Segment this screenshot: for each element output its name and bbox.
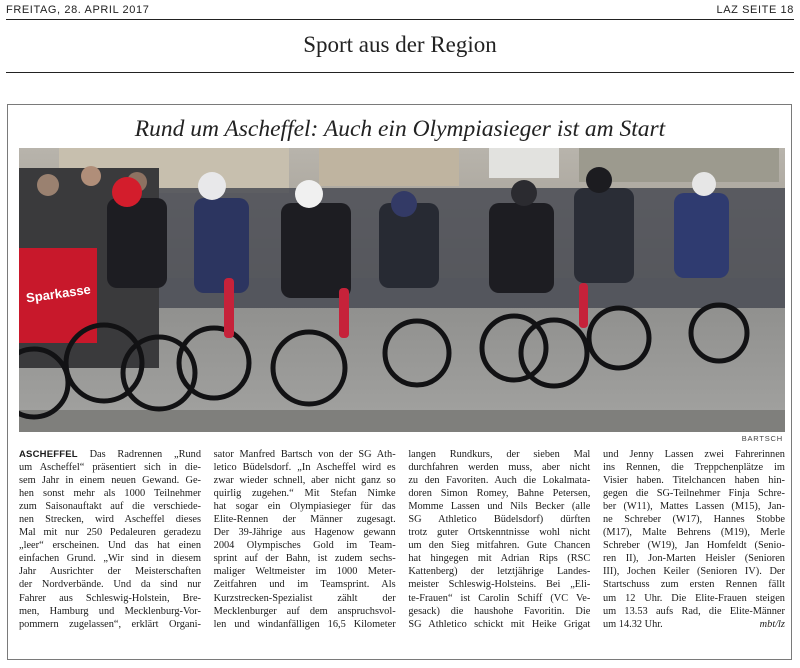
text-line: len und windanfälligen 16,5 Kilometer (213, 618, 396, 630)
banner-label: Sparkasse (25, 281, 92, 306)
text-line: durchfahren werden muss, aber nicht (408, 462, 591, 474)
text-line: Elite-Rennen der Männer zugesagt. (213, 514, 396, 526)
text-line: Kurzstrecken-Spezialist zählt der (213, 592, 396, 604)
text-line: ins Rennen, die Treppchenplätze im (602, 462, 785, 474)
text-line: ren II), Jon-Marten Heisler (Senioren (602, 553, 785, 565)
article-body (19, 448, 785, 658)
text-line: Mal mit nur 250 Pedaleuren geradezu (19, 527, 201, 539)
text-line: zum Saisonauftakt auf die verschiede- (19, 501, 201, 513)
text-line: te-Frauen“ ist Carolin Schiff (VC Ve- (408, 592, 591, 604)
page-header (6, 3, 794, 20)
text-line: Jahr Ausrichter der Meisterschaften (19, 566, 201, 578)
author-signoff: mbt/lz (759, 618, 785, 630)
text-line: und Jenny Lassen zwei Fahrerinnen (602, 449, 785, 460)
text-line: ber (W11), Mattes Lassen (M15), Jan- (602, 501, 785, 513)
text-line: der Nordverbände. Und da sind nur (19, 579, 201, 591)
text-line: doren Simon Romey, Bahne Petersen, (408, 488, 591, 500)
text-line: nen Strecken, wird Ascheffel dieses (19, 514, 201, 526)
text-line: gesack) die haushohe Favoritin. Die (408, 605, 591, 617)
text-line: letico Büdelsdorf. „In Ascheffel wird es (213, 462, 396, 474)
text-line: sator Manfred Bartsch von der SG Ath- (213, 449, 396, 460)
article-column-3 (408, 448, 590, 658)
text-line: Mecklenburger auf dem anspruchsvol- (213, 605, 396, 617)
section-divider (6, 72, 794, 73)
race-photo (19, 148, 785, 432)
article-column-1 (19, 448, 201, 658)
article-column-4 (603, 448, 785, 658)
text-line: SG Athletico schickt mit Heike Grigat (408, 618, 591, 630)
text-line: um 13.53 aufs Rad, die Elite-Männer (602, 605, 785, 617)
text-line: Der 39-Jährige aus Hagenow gewann (213, 527, 396, 539)
issue-date: FREITAG, 28. APRIL 2017 (6, 4, 150, 16)
text-line: zu den Favoriten. Auch die Lokalmata- (408, 475, 591, 487)
article-headline: Rund um Ascheffel: Auch ein Olympiasieger ist am Start (134, 116, 666, 142)
text-line: Startschuss zum ersten Rennen fällt (602, 579, 785, 591)
text-line: hat hingegen mit Adrian Rips (RSC (408, 553, 591, 565)
article-column-2 (214, 448, 396, 658)
text-line: um 14.32 Uhr. (602, 618, 663, 630)
text-line: Fahrer aus Schleswig-Holstein, Bre- (19, 592, 201, 604)
text-line: Zeitfahren und im Teamsprint. Als (213, 579, 396, 591)
text-line: Das Radrennen „Rund (89, 449, 201, 460)
text-line: SG Athletico Büdelsdorf) dürften (408, 514, 591, 526)
text-line: hen sonst mehr als 1000 Teilnehmer (19, 488, 201, 500)
page-number: LAZ SEITE 18 (716, 4, 794, 16)
text-line: 2004 Olympisches Gold im Team- (213, 540, 396, 552)
text-line: Visier haben. Titelchancen haben hin- (602, 475, 785, 487)
text-line: meister Schleswig-Holsteins. Bei „Eli- (408, 579, 591, 591)
text-line: sem Jahr in einem neuen Gewand. Ge- (19, 475, 201, 487)
text-line: zwar wieder schnell, aber nicht ganz so (213, 475, 396, 487)
text-line: quirlig zugehen.“ Mit Stefan Nimke (213, 488, 396, 500)
photo-credit: BARTSCH (741, 434, 783, 443)
text-line: III), Jochen Keiler (Senioren IV). Der (602, 566, 785, 578)
text-line: um Ascheffel“ präsentiert sich in die- (19, 462, 201, 474)
text-line: „leer“ erscheinen. Und das hat einen (19, 540, 201, 552)
text-line: gegen die SG-Teilnehmer Finja Schre- (602, 488, 785, 500)
text-line: hat sogar ein Olympiasieger für das (213, 501, 396, 513)
text-line: trotz guter Ortskenntnisse wohl nicht (408, 527, 591, 539)
text-line: sprint auf der Bahn, ist zudem sechs- (213, 553, 396, 565)
text-line: Momme Lassen und Nils Becker (alle (408, 501, 591, 513)
text-line: einfachen Grund. „Wir sind in diesem (19, 553, 201, 565)
text-line: Schreber (W19), Jan Homfeldt (Senio- (602, 540, 785, 552)
text-line: (M17), Malte Behrens (M19), Merle (602, 527, 785, 539)
text-line: langen Rundkurs, der sieben Mal (408, 449, 591, 460)
text-line: um den Sieg mitfahren. Gute Chancen (408, 540, 591, 552)
dateline: ASCHEFFEL (19, 449, 78, 460)
text-line: ne Schreber (W17), Hannes Stobbe (602, 514, 785, 526)
text-line: pommern zugelassen“, erklärt Organi- (19, 618, 201, 630)
text-line: men, Hamburg und Mecklenburg-Vor- (19, 605, 201, 617)
text-line: um 12 Uhr. Die Elite-Frauen steigen (602, 592, 785, 604)
section-title: Sport aus der Region (303, 32, 497, 57)
text-line: Kattenberg) der letztjährige Landes- (408, 566, 591, 578)
cyclists-illustration (19, 148, 785, 432)
text-line: maliger Weltmeister im 1000 Meter- (213, 566, 396, 578)
